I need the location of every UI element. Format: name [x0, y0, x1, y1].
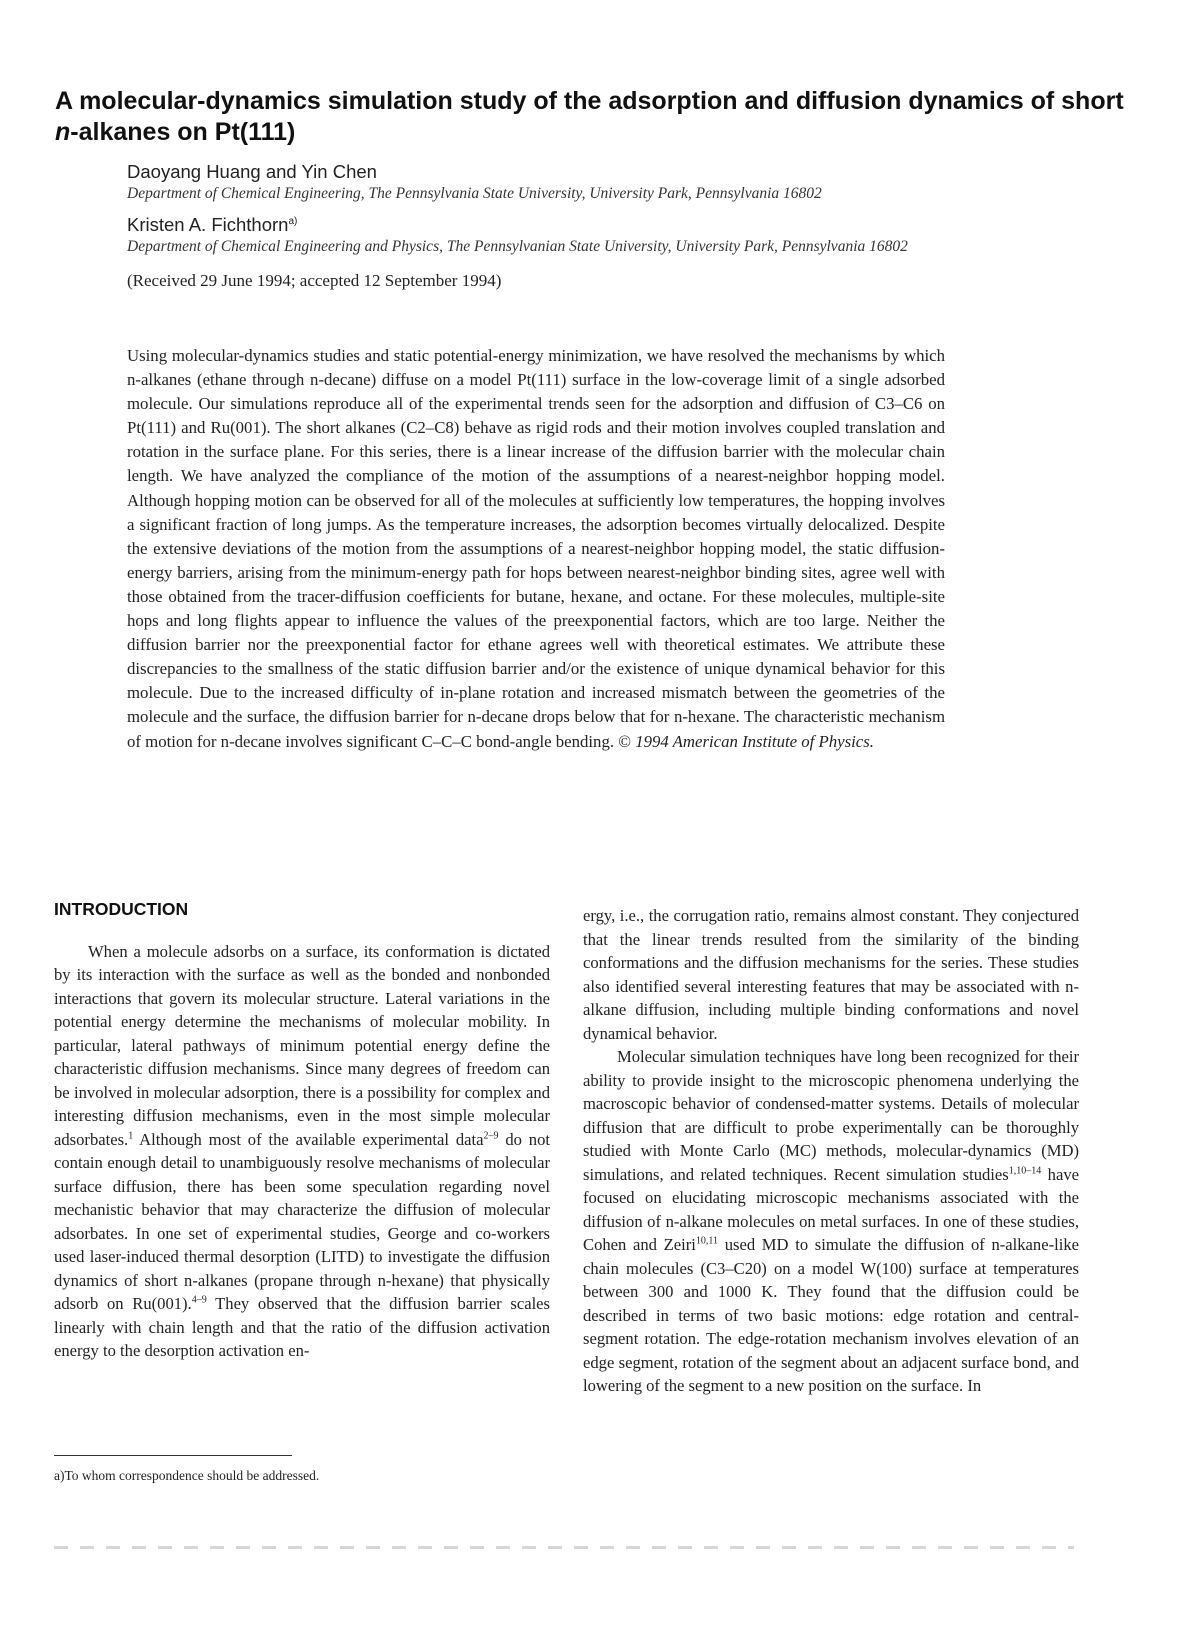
footnote-correspondence: a)To whom correspondence should be addressed. [54, 1468, 320, 1483]
section-heading-introduction: INTRODUCTION [54, 899, 189, 919]
author-block [127, 160, 1067, 292]
affiliation-1: Department of Chemical Engineering, The Pennsylvania State University, University Park, Pennsylvania 16802 [127, 185, 822, 202]
faded-journal-footer [54, 1546, 1074, 1549]
intro-paragraph-2: Molecular simulation techniques have long been recognized for their ability to provide insight to the microscopic phenomena underlying the macroscopic behavior of condensed-matter systems. Details of molecular diffusion that are difficult to probe experimentally can be thoroughly studied with Monte Carlo (MC) methods, molecular-dynamics (MD) simulations, and related techniques. Recent simulation studies$^{1,10-14}$ have focused on elucidating microscopic mechanisms associated with the diffusion of n-alkane molecules on metal surfaces. In one of these studies, Cohen and Zeiri$^{10,11}$ used MD to simulate the diffusion of n-alkane-like chain molecules (C3–C20) on a model W(100) surface at temperatures between 300 and 1000 K. They found that the diffusion could be described in terms of two basic motions: edge rotation and central-segment rotation. The edge-rotation mechanism involves elevation of an edge segment, rotation of the segment about an adjacent surface bond, and lowering of the segment to a new position on the surface. In [583, 1047, 1079, 1395]
paper-title: A molecular-dynamics simulation study of the adsorption and diffusion dynamics of short n-alkanes on Pt(111) [55, 87, 1124, 146]
column-right [583, 904, 1079, 1398]
column-left [54, 898, 550, 1363]
received-dates: (Received 29 June 1994; accepted 12 September 1994) [127, 271, 502, 290]
abstract: Using molecular-dynamics studies and static potential-energy minimization, we have resolved the mechanisms by which n-alkanes (ethane through n-decane) diffuse on a model Pt(111) surface in the low-coverage limit of a single adsorbed molecule. Our simulations reproduce all of the experimental trends seen for the adsorption and diffusion of C3–C6 on Pt(111) and Ru(001). The short alkanes (C2–C8) behave as rigid rods and their motion involves coupled translation and rotation in the surface plane. For this series, there is a linear increase of the diffusion barrier with the molecular chain length. We have analyzed the compliance of the motion of the assumptions of a nearest-neighbor hopping model. Although hopping motion can be observed for all of the molecules at sufficiently low temperatures, the hopping involves a significant fraction of long jumps. As the temperature increases, the adsorption becomes virtually delocalized. Despite the extensive deviations of the motion from the assumptions of a nearest-neighbor hopping model, the static diffusion-energy barriers, arising from the minimum-energy path for hops between nearest-neighbor binding sites, agree well with those obtained from the tracer-diffusion coefficients for butane, hexane, and octane. For these molecules, multiple-site hops and long flights appear to influence the values of the preexponential factors, which are too large. Neither the diffusion barrier nor the preexponential factor for ethane agrees well with theoretical estimates. We attribute these discrepancies to the smallness of the static diffusion barrier and/or the existence of unique dynamical behavior for this molecule. Due to the increased difficulty of in-plane rotation and increased mismatch between the geometries of the molecule and the surface, the diffusion barrier for n-decane drops below that for n-hexane. The characteristic mechanism of motion for n-decane involves significant C–C–C bond-angle bending. © 1994 American Institute of Physics. [127, 346, 945, 751]
author-names-2: Kristen A. Fichthorn$^{a)}$ [127, 214, 298, 235]
footnote-rule [54, 1455, 292, 1456]
intro-paragraph-1: When a molecule adsorbs on a surface, its conformation is dictated by its interaction with the surface as well as the bonded and nonbonded interactions that govern its molecular structure. Lateral variations in the potential energy determine the mechanisms of molecular mobility. In particular, lateral pathways of minimum potential energy define the characteristic diffusion mechanisms. Since many degrees of freedom can be involved in molecular adsorption, there is a possibility for complex and interesting diffusion mechanisms, even in the most simple molecular adsorbates.$^1$ Although most of the available experimental data$^{2-9}$ do not contain enough detail to unambiguously resolve mechanisms of molecular surface diffusion, there has been some speculation regarding novel mechanistic behavior that may characterize the diffusion of molecular adsorbates. In one set of experimental studies, George and co-workers used laser-induced thermal desorption (LITD) to investigate the diffusion dynamics of short n-alkanes (propane through n-hexane) that physically adsorb on Ru(001).$^{4-9}$ They observed that the diffusion barrier scales linearly with chain length and that the ratio of the diffusion activation energy to the desorption activation en- [54, 941, 550, 1360]
affiliation-2: Department of Chemical Engineering and Physics, The Pennsylvanian State University, University Park, Pennsylvania 16802 [127, 238, 908, 255]
author-footnote-marker: a) [288, 215, 298, 227]
intro-paragraph-1-continued: ergy, i.e., the corrugation ratio, remains almost constant. They conjectured that the linear trends resulted from the similarity of the binding conformations and the diffusion mechanisms for the series. These studies also identified several interesting features that may be associated with n-alkane diffusion, including multiple binding conformations and novel dynamical behavior. [583, 906, 1079, 1043]
author-names-1: Daoyang Huang and Yin Chen [127, 161, 377, 182]
